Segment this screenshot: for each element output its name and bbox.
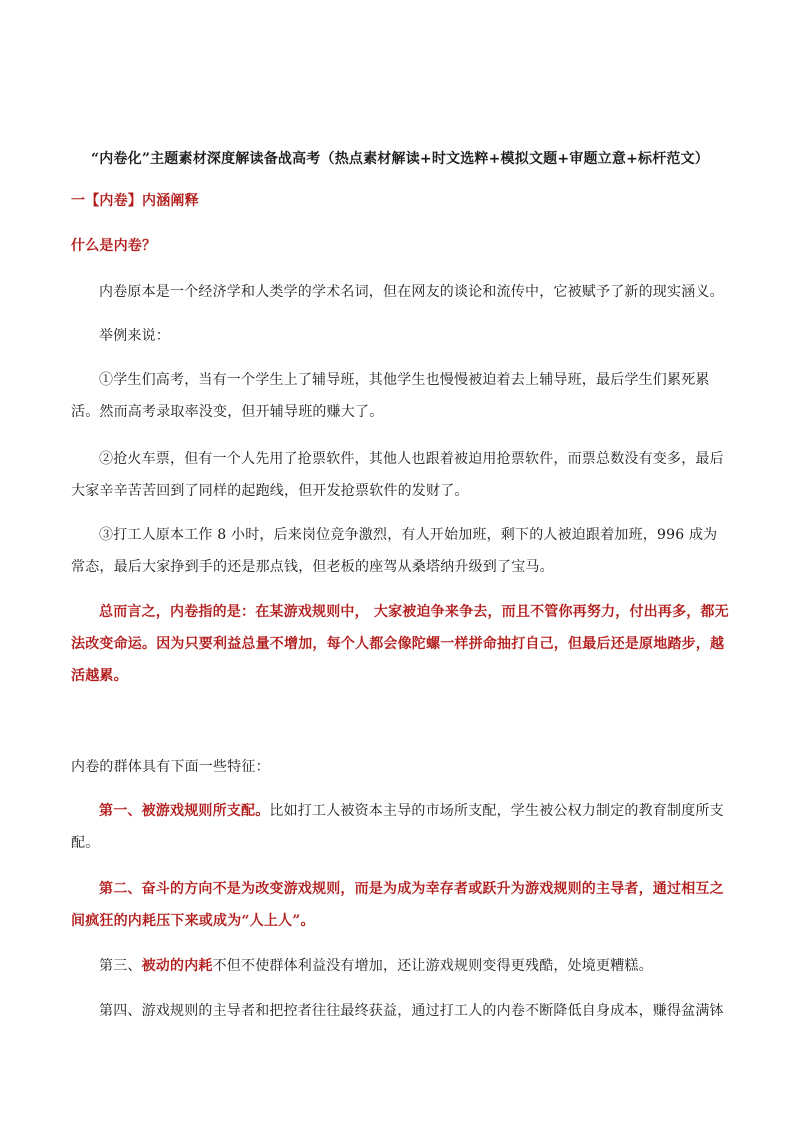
- feature-1: [71, 795, 731, 859]
- feature-3-text: 不但不使群体利益没有增加，还让游戏规则变得更残酷，处境更糟糕。: [212, 958, 653, 974]
- paragraph-example-1: ①学生们高考，当有一个学生上了辅导班，其他学生也慢慢被迫着去上辅导班，最后学生们累死累活。然而高考录取率没变，但开辅导班的赚大了。: [71, 372, 710, 420]
- feature-3-prefix: 第三、: [99, 958, 142, 974]
- paragraph-intro: 内卷原本是一个经济学和人类学的学术名词，但在网友的谈论和流传中，它被赋予了新的现实涵义。: [99, 284, 724, 300]
- feature-1-text: 比如打工人被资本主导的市场所支配，学生被公权力制定的教育制度所支配。: [71, 803, 724, 851]
- paragraph-features-lead: 内卷的群体具有下面一些特征：: [71, 759, 270, 775]
- feature-4: 第四、游戏规则的主导者和把控者往往最终获益，通过打工人的内卷不断降低自身成本，赚得盆满钵: [99, 1003, 724, 1019]
- question-heading: 什么是内卷？: [71, 238, 157, 254]
- feature-2: 第二、奋斗的方向不是为改变游戏规则，而是为成为幸存者或跃升为游戏规则的主导者，通过相互之间疯狂的内耗压下来或成为“人上人”。: [71, 881, 724, 929]
- document-title: “内卷化”主题素材深度解读备战高考（热点素材解读+时文选粹+模拟文题+审题立意+标杆范文）: [90, 151, 710, 167]
- section-heading: 一【内卷】内涵阐释: [71, 193, 199, 209]
- paragraph-example-2: ②抢火车票，但有一个人先用了抢票软件，其他人也跟着被迫用抢票软件，而票总数没有变多，最后大家辛辛苦苦回到了同样的起跑线，但开发抢票软件的发财了。: [71, 451, 724, 499]
- paragraph-summary: 总而言之，内卷指的是：在某游戏规则中， 大家被迫争来争去，而且不管你再努力，付出再多，都无法改变命运。因为只要利益总量不增加，每个人都会像陀螺一样拼命抽打自己，但最后还是原地踏步，越活越累。: [71, 604, 729, 684]
- paragraph-example-lead: 举例来说：: [99, 328, 170, 344]
- paragraph-example-3: ③打工人原本工作 8 小时，后来岗位竞争激烈，有人开始加班，剩下的人被迫跟着加班，996 成为常态，最后大家挣到手的还是那点钱，但老板的座驾从桑塔纳升级到了宝马。: [71, 527, 718, 575]
- feature-1-highlight: 第一、被游戏规则所支配。: [99, 803, 270, 819]
- feature-3-highlight: 被动的内耗: [141, 958, 213, 974]
- feature-3: [71, 950, 731, 982]
